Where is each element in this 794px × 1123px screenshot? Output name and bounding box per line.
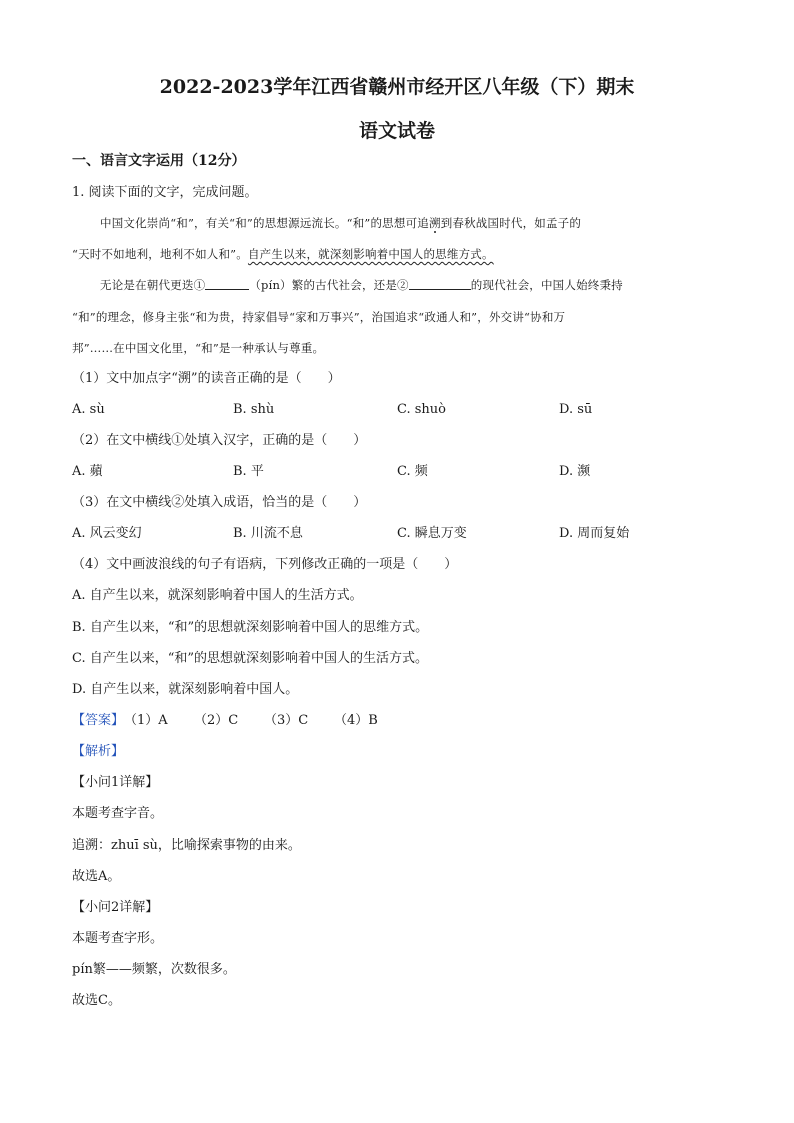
dotted-character: 溯 — [428, 216, 441, 230]
subquestion-3-stem: （3）在文中横线②处填入成语，恰当的是（ ） — [72, 495, 367, 510]
passage-line-3 — [100, 275, 623, 295]
subq3-option-d: D. 周而复始 — [559, 526, 630, 541]
blank-2 — [409, 276, 471, 290]
answer-item: （4）B — [334, 713, 378, 728]
subq3-option-a: A. 风云变幻 — [72, 526, 142, 541]
passage-text: 到春秋战国时代，如孟子的 — [440, 216, 582, 230]
subq1-option-c: C. shuò — [397, 402, 446, 417]
subq2-option-d: D. 濒 — [559, 464, 591, 479]
passage-line-4: “和”的理念，修身主张“和为贵，持家倡导“家和万事兴”，治国追求“政通人和”，外交讲“协和万 — [72, 310, 566, 324]
detail-2-line: pín繁——频繁，次数很多。 — [72, 962, 236, 977]
passage-line-5: 邦”……在中国文化里，“和”是一种承认与尊重。 — [72, 341, 325, 355]
answer-line — [72, 711, 378, 731]
detail-2-heading: 【小问2详解】 — [72, 900, 159, 915]
answer-label: 【答案】 — [72, 713, 125, 728]
subq3-option-b: B. 川流不息 — [233, 526, 303, 541]
subquestion-1-stem: （1）文中加点字“溯”的读音正确的是（ ） — [72, 371, 341, 386]
passage-line-1 — [100, 213, 581, 233]
detail-2-line: 本题考查字形。 — [72, 931, 164, 946]
subq4-option-a: A. 自产生以来，就深刻影响着中国人的生活方式。 — [72, 588, 363, 603]
detail-2-line: 故选C。 — [72, 993, 121, 1008]
exam-title: 2022-2023学年江西省赣州市经开区八年级（下）期末 — [159, 76, 635, 98]
exam-subtitle: 语文试卷 — [358, 120, 435, 142]
question-stem: 1. 阅读下面的文字，完成问题。 — [72, 185, 258, 200]
subquestion-2-stem: （2）在文中横线①处填入汉字，正确的是（ ） — [72, 433, 367, 448]
answer-item: （3）C — [264, 713, 309, 728]
passage-text: “天时不如地利，地利不如人和”。 — [72, 247, 248, 261]
subq2-option-a: A. 蘋 — [72, 464, 103, 479]
subq1-option-b: B. shù — [233, 402, 275, 417]
passage-line-2 — [72, 244, 494, 264]
subq2-option-b: B. 平 — [233, 464, 264, 479]
blank-1 — [205, 276, 249, 290]
subquestion-4-stem: （4）文中画波浪线的句子有语病，下列修改正确的一项是（ ） — [72, 557, 458, 572]
section-heading: 一、语言文字运用（12分） — [72, 153, 246, 169]
subq2-option-c: C. 频 — [397, 464, 428, 479]
analysis-label: 【解析】 — [72, 744, 125, 759]
subq4-option-c: C. 自产生以来，“和”的思想就深刻影响着中国人的生活方式。 — [72, 651, 429, 666]
passage-text: （pín）繁的古代社会，还是② — [249, 278, 409, 292]
detail-1-heading: 【小问1详解】 — [72, 775, 159, 790]
subq3-option-c: C. 瞬息万变 — [397, 526, 467, 541]
detail-1-line: 故选A。 — [72, 869, 121, 884]
passage-text: 的现代社会，中国人始终秉持 — [470, 278, 623, 292]
subq1-option-d: D. sū — [559, 402, 593, 417]
detail-1-line: 追溯：zhuī sù，比喻探索事物的由来。 — [72, 838, 301, 853]
wavy-underlined-sentence: 自产生以来，就深刻影响着中国人的思维方式。 — [247, 247, 494, 261]
passage-text: 中国文化崇尚“和”，有关“和”的思想源远流长。“和”的思想可追 — [100, 216, 429, 230]
answer-item: （1）A — [124, 713, 168, 728]
answer-item: （2）C — [194, 713, 239, 728]
subq4-option-b: B. 自产生以来，“和”的思想就深刻影响着中国人的思维方式。 — [72, 620, 429, 635]
subq1-option-a: A. sù — [72, 402, 105, 417]
passage-text: 无论是在朝代更迭① — [100, 278, 206, 292]
detail-1-line: 本题考查字音。 — [72, 806, 164, 821]
subq4-option-d: D. 自产生以来，就深刻影响着中国人。 — [72, 682, 299, 697]
